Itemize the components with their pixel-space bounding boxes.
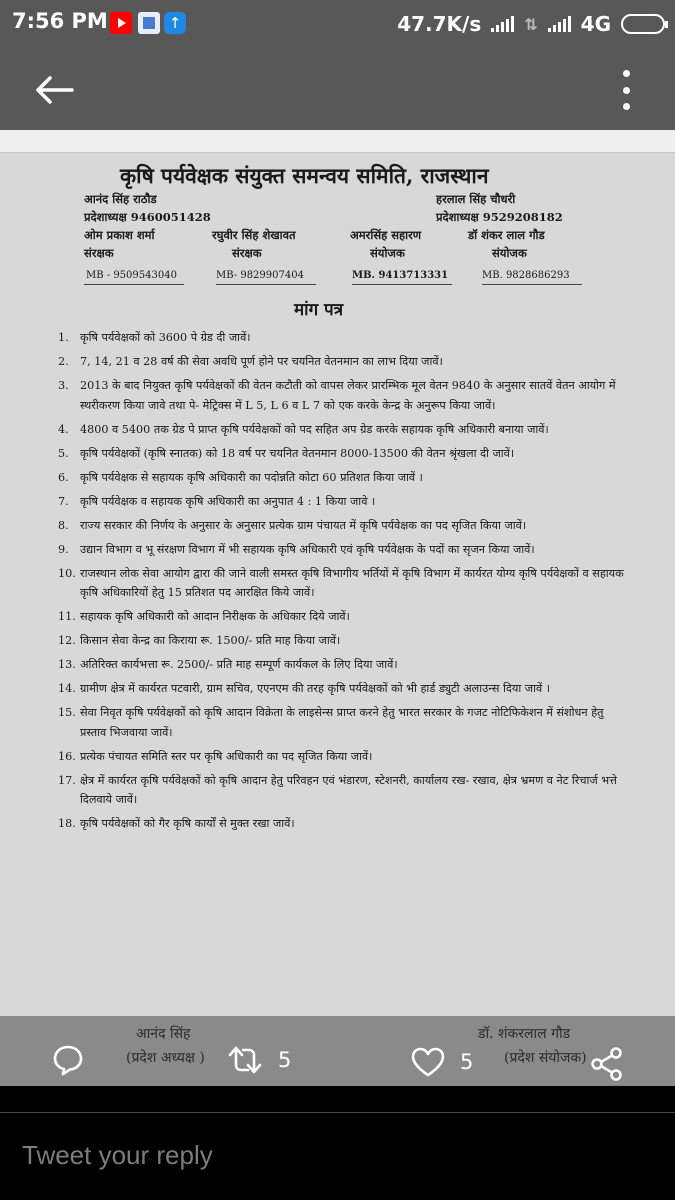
footer-right-role: (प्रदेश संयोजक) <box>504 1050 587 1066</box>
item-number: 10. <box>58 566 76 580</box>
battery-icon <box>621 14 665 34</box>
item-text: कृषि पर्यवेक्षक से सहायक कृषि अधिकारी का पदोन्नति कोटा 60 प्रतिशत किया जावें । <box>80 470 423 484</box>
patron-1-name: ओम प्रकाश शर्मा <box>84 228 155 242</box>
president-2-role: प्रदेशाध्यक्ष 9529208182 <box>436 210 563 224</box>
status-time: 7:56 PM <box>12 9 108 33</box>
convenor-1-role: संयोजक <box>370 246 405 260</box>
list-item <box>58 814 628 834</box>
convenor-2-role: संयोजक <box>492 246 527 260</box>
item-text: कृषि पर्यवेक्षकों को 3600 पे ग्रेड दी जावें। <box>80 331 251 344</box>
list-item <box>58 420 628 440</box>
tweet-actions <box>0 1022 675 1112</box>
item-number: 9. <box>58 542 69 556</box>
network-type: 4G <box>580 12 611 36</box>
item-text: कृषि पर्यवेक्षकों (कृषि स्नातक) को 18 वर्ष पर चयनित वेतनमान 8000-13500 की वेतन श्रृंखला दी जावें। <box>80 446 515 460</box>
president-1-name: आनंद सिंह राठौड <box>84 192 157 206</box>
convenor-1-name: अमरसिंह सहारण <box>350 228 422 242</box>
item-number: 5. <box>58 446 69 460</box>
item-text: सेवा निवृत कृषि पर्यवेक्षकों को कृषि आदान विक्रेता के लाइसेन्स प्राप्त करने हेतु भारत सरकार के गजट नोटिफिकेशन में संशोधन हेतु प्रस्ताव भिजवाया जावें। <box>80 706 604 739</box>
youtube-icon <box>110 12 132 34</box>
document-icon <box>138 12 160 34</box>
upload-icon: ↑ <box>164 12 186 34</box>
president-1-role: प्रदेशाध्यक्ष 9460051428 <box>84 210 211 224</box>
reply-input[interactable] <box>22 1137 662 1173</box>
reply-icon <box>52 1044 84 1076</box>
reply-bar <box>0 1112 675 1200</box>
item-text: उद्यान विभाग व भू संरक्षण विभाग में भी सहायक कृषि अधिकारी एवं कृषि पर्यवेक्षक के पदों का सृजन किया जावें। <box>80 542 535 556</box>
mobile-underline <box>482 284 582 285</box>
document-image[interactable] <box>0 130 675 1066</box>
item-text: अतिरिक्त कार्यभत्ता रू. 2500/- प्रति माह सम्पूर्ण कार्यकल के लिए दिया जावें। <box>80 658 398 671</box>
convenor-2-mobile: MB. 9828686293 <box>482 270 570 281</box>
reply-button[interactable] <box>52 1044 84 1076</box>
list-item <box>58 468 628 488</box>
item-number: 7. <box>58 494 69 508</box>
item-text: राजस्थान लोक सेवा आयोग द्वारा की जाने वाली समस्त कृषि विभागीय भर्तियों में कृषि विभाग में कार्यरत योग्य कृषि पर्यवेक्षकों व सहायक कृषि अधिकारियों हेतु 15 प्रतिशत पद आरक्षित किये जावें। <box>80 566 624 599</box>
list-item <box>58 444 628 464</box>
demand-list <box>58 328 628 838</box>
item-text: 2013 के बाद नियुक्त कृषि पर्यवेक्षकों की वेतन कटौती को वापस लेकर प्रारम्भिक मूल वेतन 9840 के अनुसार सातवें वेतन आयोग में स्थरीकरण किया जावे तथा पे- मेट्रिक्स में L 5, L 6 व L 7 को एक करके केन्द्र के अनुरूप किया जावें। <box>80 379 616 412</box>
item-number: 15. <box>58 706 76 719</box>
item-text: राज्य सरकार की निर्णय के अनुसार के अनुसार प्रत्येक ग्राम पंचायत में कृषि पर्यवेक्षक का पद सृजित किया जावें। <box>80 518 527 532</box>
convenor-2-name: डॉ शंकर लाल गौड <box>468 228 545 242</box>
patron-1-role: संरक्षक <box>84 246 114 260</box>
list-item <box>58 376 628 415</box>
patron-1-mobile: MB - 9509543040 <box>86 270 177 281</box>
retweet-count: 5 <box>278 1048 292 1072</box>
item-number: 1. <box>58 331 69 344</box>
org-title: कृषि पर्यवेक्षक संयुक्त समन्वय समिति, राजस्थान <box>120 163 489 188</box>
item-number: 6. <box>58 470 69 484</box>
arrow-back-icon[interactable] <box>34 76 74 104</box>
item-text: क्षेत्र में कार्यरत कृषि पर्यवेक्षकों को कृषि आदान हेतु परिवहन एवं भंडारण, स्टेशनरी, कार्यालय रख- रखाव, क्षेत्र भ्रमण व नेट रिचार्ज भत्ते दिलवाये जावें। <box>80 773 617 806</box>
patron-2-role: संरक्षक <box>232 246 262 260</box>
president-2-name: हरलाल सिंह चौधरी <box>436 192 516 206</box>
item-text: कृषि पर्यवेक्षक व सहायक कृषि अधिकारी का अनुपात 4 : 1 किया जावे । <box>80 494 376 508</box>
footer-left-role: (प्रदेश अध्यक्ष ) <box>126 1050 205 1066</box>
document-paper <box>36 152 675 1020</box>
signal-icon-2 <box>548 16 571 32</box>
share-icon <box>590 1047 624 1081</box>
status-indicators <box>397 9 665 39</box>
item-number: 14. <box>58 682 76 695</box>
list-item <box>58 516 628 536</box>
list-item <box>58 631 628 651</box>
list-item <box>58 328 628 348</box>
list-item <box>58 747 628 767</box>
footer-left-name: आनंद सिंह <box>136 1026 191 1042</box>
list-item <box>58 679 628 699</box>
retweet-button[interactable] <box>226 1045 291 1075</box>
list-item <box>58 655 628 675</box>
patron-2-mobile: MB- 9829907404 <box>216 270 304 281</box>
list-item <box>58 771 628 810</box>
demand-title: मांग पत्र <box>294 300 344 320</box>
item-number: 17. <box>58 773 76 787</box>
mobile-underline <box>84 284 184 285</box>
mobile-underline <box>352 284 452 285</box>
item-number: 18. <box>58 817 76 830</box>
like-button[interactable] <box>410 1046 473 1078</box>
item-number: 4. <box>58 422 69 436</box>
share-button[interactable] <box>590 1047 624 1081</box>
item-text: 7, 14, 21 व 28 वर्ष की सेवा अवधि पूर्ण होने पर चयनित वेतनमान का लाभ दिया जावें। <box>80 355 443 368</box>
item-number: 16. <box>58 749 76 763</box>
item-text: प्रत्येक पंचायत समिति स्तर पर कृषि अधिकारी का पद सृजित किया जावें। <box>80 749 373 763</box>
data-transfer-icon: ⇅ <box>524 14 538 34</box>
list-item <box>58 703 628 742</box>
list-item <box>58 540 628 560</box>
item-number: 12. <box>58 634 76 647</box>
mobile-underline <box>216 284 316 285</box>
convenor-1-mobile: MB. 9413713331 <box>352 270 449 281</box>
item-text: ग्रामीण क्षेत्र में कार्यरत पटवारी, ग्राम सचिव, एएनएम की तरह कृषि पर्यवेक्षकों को भी हार्ड ड्युटी अलाउन्स दिया जावें । <box>80 682 551 695</box>
heart-icon <box>410 1046 446 1078</box>
item-number: 3. <box>58 379 69 392</box>
item-text: कृषि पर्यवेक्षकों को गैर कृषि कार्यों से मुक्त रखा जावें। <box>80 817 295 830</box>
list-item <box>58 564 628 603</box>
item-text: किसान सेवा केन्द्र का किराया रू. 1500/- प्रति माह किया जावें। <box>80 634 341 647</box>
signal-icon <box>491 16 514 32</box>
item-number: 13. <box>58 658 76 671</box>
app-bar <box>0 48 675 130</box>
more-vertical-icon[interactable] <box>620 70 632 110</box>
item-number: 11. <box>58 610 76 623</box>
list-item <box>58 492 628 512</box>
like-count: 5 <box>460 1050 474 1074</box>
list-item <box>58 607 628 627</box>
status-bar <box>0 0 675 48</box>
item-number: 8. <box>58 518 69 532</box>
list-item <box>58 352 628 372</box>
footer-right-name: डॉ. शंकरलाल गौड <box>478 1026 571 1042</box>
patron-2-name: रघुवीर सिंह शेखावत <box>212 228 296 242</box>
retweet-icon <box>226 1045 264 1075</box>
item-number: 2. <box>58 355 69 368</box>
network-speed: 47.7K/s <box>397 12 482 36</box>
item-text: 4800 व 5400 तक ग्रेड पे प्राप्त कृषि पर्यवेक्षकों को पद सहित अप ग्रेड करके सहायक कृषि अधिकारी बनाया जावें। <box>80 422 549 436</box>
item-text: सहायक कृषि अधिकारी को आदान निरीक्षक के अधिकार दिये जावें। <box>80 610 350 623</box>
